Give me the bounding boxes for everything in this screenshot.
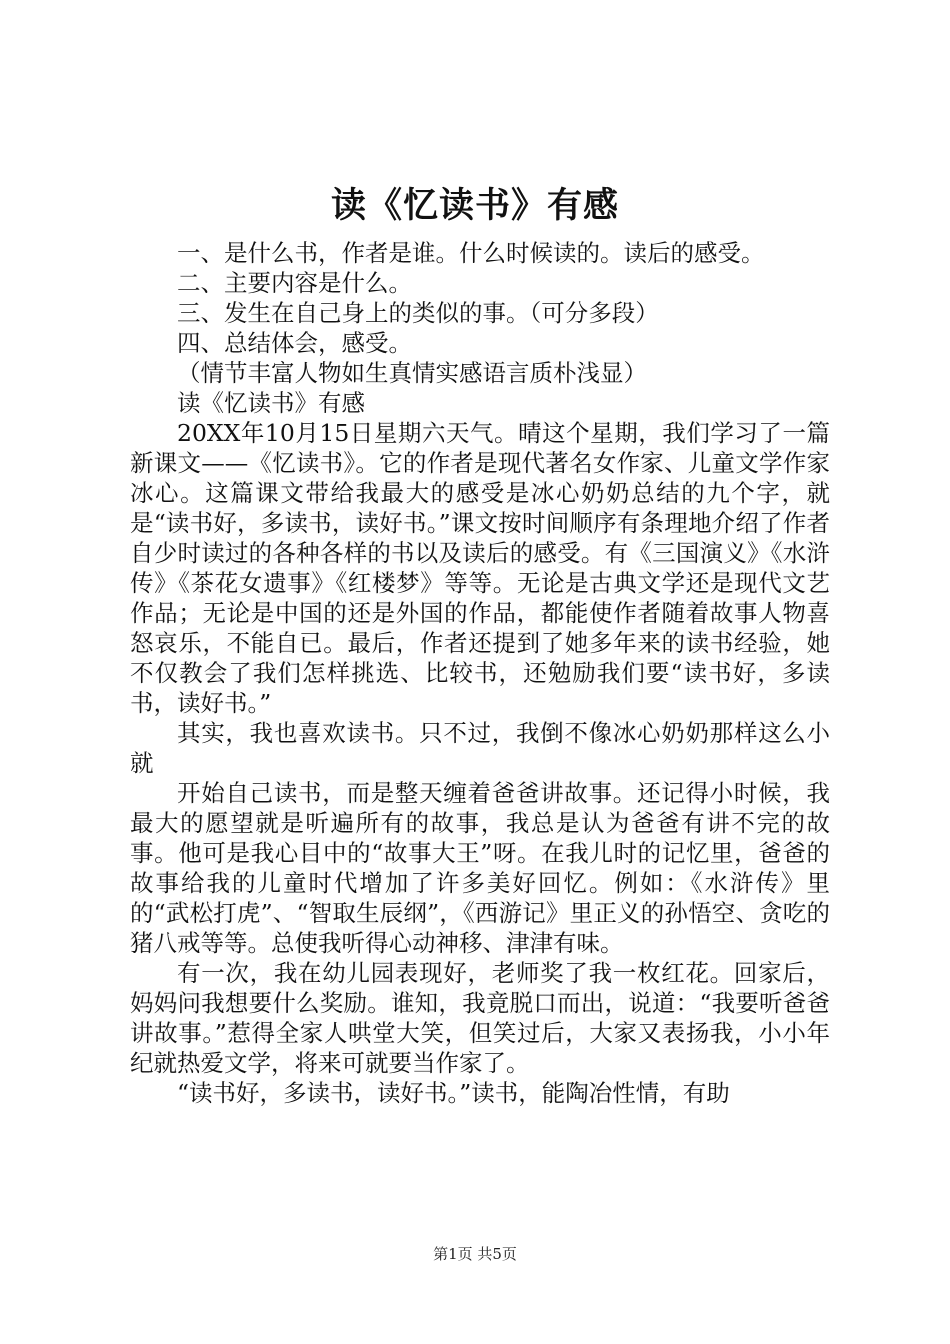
body-paragraph: 有一次，我在幼儿园表现好，老师奖了我一枚红花。回家后，妈妈问我想要什么奖励。谁知，我竟脱口而出，说道：“我要听爸爸讲故事。”惹得全家人哄堂大笑，但笑过后，大家又表扬我，小小年纪就热爱文学，将来可就要当作家了。 (130, 959, 830, 1077)
outline-item-3: 三、发生在自己身上的类似的事。（可分多段） (177, 299, 659, 327)
body-paragraph: 其实，我也喜欢读书。只不过，我倒不像冰心奶奶那样这么小就 (130, 719, 830, 777)
page-footer: 第1页 共5页 (433, 1245, 517, 1263)
outline-item-4: 四、总结体会，感受。 (177, 329, 412, 357)
document-title: 读《忆读书》有感 (330, 186, 619, 226)
essay-heading: 读《忆读书》有感 (177, 389, 365, 417)
document-body (130, 238, 830, 1108)
body-paragraph: “读书好，多读书，读好书。”读书，能陶冶性情，有助 (177, 1079, 730, 1107)
body-paragraph: 开始自己读书，而是整天缠着爸爸讲故事。还记得小时候，我最大的愿望就是听遍所有的故事，我总是认为爸爸有讲不完的故事。他可是我心目中的“故事大王”呀。在我儿时的记忆里，爸爸的故事给我的儿童时代增加了许多美好回忆。例如：《水浒传》里的“武松打虎”、“智取生辰纲”，《西游记》里正义的孙悟空、贪吃的猪八戒等等。总使我听得心动神移、津津有味。 (130, 779, 830, 957)
outline-note: （情节丰富人物如生真情实感语言质朴浅显） (177, 359, 647, 387)
body-paragraph: 20XX年10月15日星期六天气。晴这个星期，我们学习了一篇新课文——《忆读书》。它的作者是现代著名女作家、儿童文学作家冰心。这篇课文带给我最大的感受是冰心奶奶总结的九个字，就是“读书好，多读书，读好书。”课文按时间顺序有条理地介绍了作者自少时读过的各种各样的书以及读后的感受。有《三国演义》《水浒传》《茶花女遗事》《红楼梦》等等。无论是古典文学还是现代文艺作品；无论是中国的还是外国的作品，都能使作者随着故事人物喜怒哀乐，不能自已。最后，作者还提到了她多年来的读书经验，她不仅教会了我们怎样挑选、比较书，还勉励我们要“读书好，多读书，读好书。” (130, 419, 830, 717)
outline-item-1: 一、是什么书，作者是谁。什么时候读的。读后的感受。 (177, 239, 765, 267)
outline-item-2: 二、主要内容是什么。 (177, 269, 412, 297)
